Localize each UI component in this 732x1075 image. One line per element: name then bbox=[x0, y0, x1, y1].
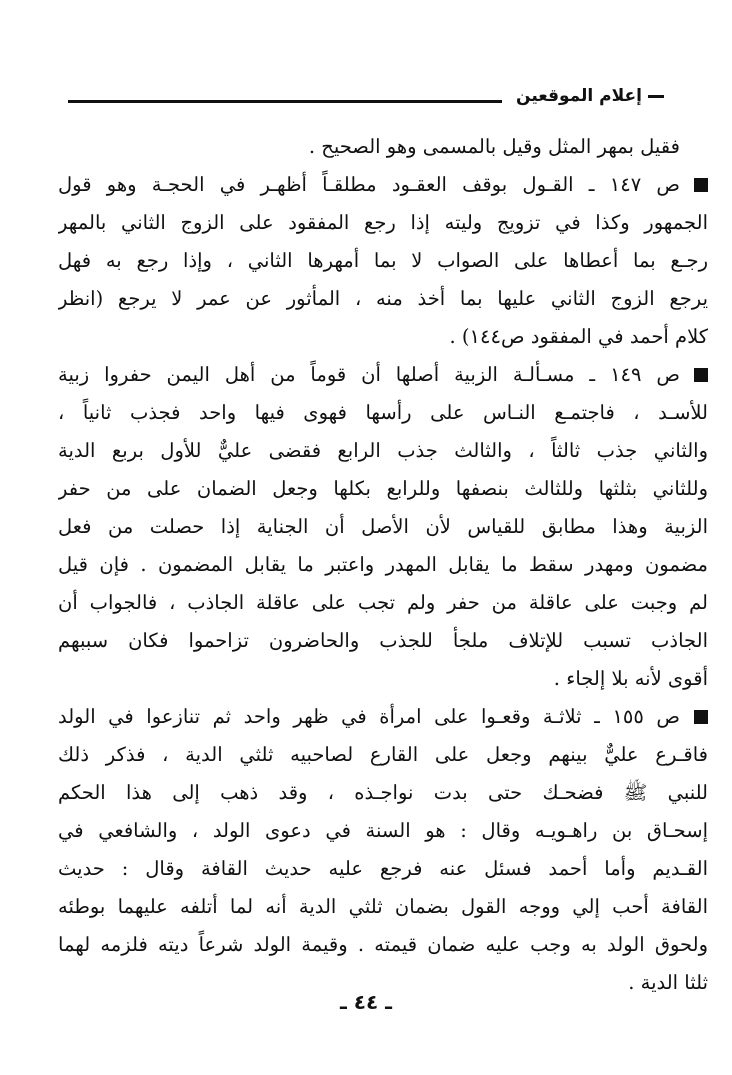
text-line: وللثاني بثلثها وللثالث بنصفها وللرابع بكلها وجعل الضمان على من حفر bbox=[58, 477, 708, 500]
text-line: ولحوق الولد به وجب عليه ضمان قيمته . وقيمة الولد شرعاً ديته فلزمه لهما bbox=[58, 933, 708, 956]
text-line: رجـع بما أعطاها على الصواب لا بما أمهرها الثاني ، وإذا رجع به فهل bbox=[58, 249, 708, 272]
text-line: إسحـاق بن راهـويـه وقال : هو السنة في دعوى الولد ، والشافعي في bbox=[58, 819, 708, 842]
text-line: ص ١٥٥ ـ ثلاثـة وقعـوا على امرأة في ظهر واحد ثم تنازعوا في الولد bbox=[58, 705, 680, 728]
text-line: ثلثا الدية . bbox=[628, 971, 708, 994]
text-line: أقوى لأنه بلا إلجاء . bbox=[553, 667, 708, 690]
header-dash bbox=[648, 95, 664, 98]
text-line: للأسـد ، فاجتمـع النـاس على رأسها فهوى فيها واحد فجذب ثانياً ، bbox=[58, 401, 708, 424]
square-bullet-icon bbox=[694, 178, 708, 192]
entry-155 bbox=[58, 698, 708, 1002]
text-line: القافة أحب إلي ووجه القول بضمان ثلثي الدية أنه لما أتلفه عليهما بوطئه bbox=[58, 895, 708, 918]
page-body bbox=[58, 128, 708, 1002]
text-line: يرجع الزوج الثاني عليها بما أخذ منه ، المأثور عن عمر لا يرجع (انظر bbox=[58, 287, 708, 310]
text-line: القـديم وأما أحمد فسئل عنه فرجع عليه حديث القافة وقال : حديث bbox=[58, 857, 708, 880]
text-line: الجمهور وكذا في تزويج وليته إذا رجع المفقود على الزوج الثاني بالمهر bbox=[58, 211, 708, 234]
text-line: الجاذب تسبب للإتلاف ملجأ للجذب والحاضرون تزاحموا فكان سببهم bbox=[58, 629, 708, 652]
text-line: الزبية وهذا مطابق للقياس لأن الأصل أن الجناية إذا حصلت من فعل bbox=[58, 515, 708, 538]
text-line: للنبي ﷺ فضحـك حتى بدت نواجـذه ، وقد ذهب إلى هذا الحكم bbox=[58, 781, 708, 804]
running-header bbox=[68, 86, 664, 114]
book-title: إعلام الموقعين bbox=[516, 86, 642, 106]
square-bullet-icon bbox=[694, 368, 708, 382]
header-rule bbox=[68, 100, 502, 103]
square-bullet-icon bbox=[694, 710, 708, 724]
text-line: فاقـرع عليٌّ بينهم وجعل على القارع لصاحبيه ثلثي الدية ، فذكر ذلك bbox=[58, 743, 708, 766]
page-number: ـ ٤٤ ـ bbox=[339, 990, 393, 1014]
text-line: والثاني جذب ثالثاً ، والثالث جذب الرابع فقضى عليٌّ للأول بربع الدية bbox=[58, 439, 708, 462]
text-line: ص ١٤٩ ـ مسـألـة الزبية أصلها أن قوماً من أهل اليمن حفروا زبية bbox=[58, 363, 680, 386]
header-title-group bbox=[516, 86, 664, 106]
text-line: مضمون ومهدر سقط ما يقابل المهدر واعتبر ما يقابل المضمون . فإن قيل bbox=[58, 553, 708, 576]
text-line: كلام أحمد في المفقود ص١٤٤) . bbox=[449, 325, 708, 348]
entry-149 bbox=[58, 356, 708, 698]
text-line: لم وجبت على عاقلة من حفر ولم تجب على عاقلة الجاذب ، فالجواب أن bbox=[58, 591, 708, 614]
entry-147 bbox=[58, 166, 708, 356]
text-line: ص ١٤٧ ـ القـول بوقف العقـود مطلقـاً أظهـر في الحجـة وهو قول bbox=[58, 173, 680, 196]
continuation-line: فقيل بمهر المثل وقيل بالمسمى وهو الصحيح . bbox=[308, 135, 680, 158]
